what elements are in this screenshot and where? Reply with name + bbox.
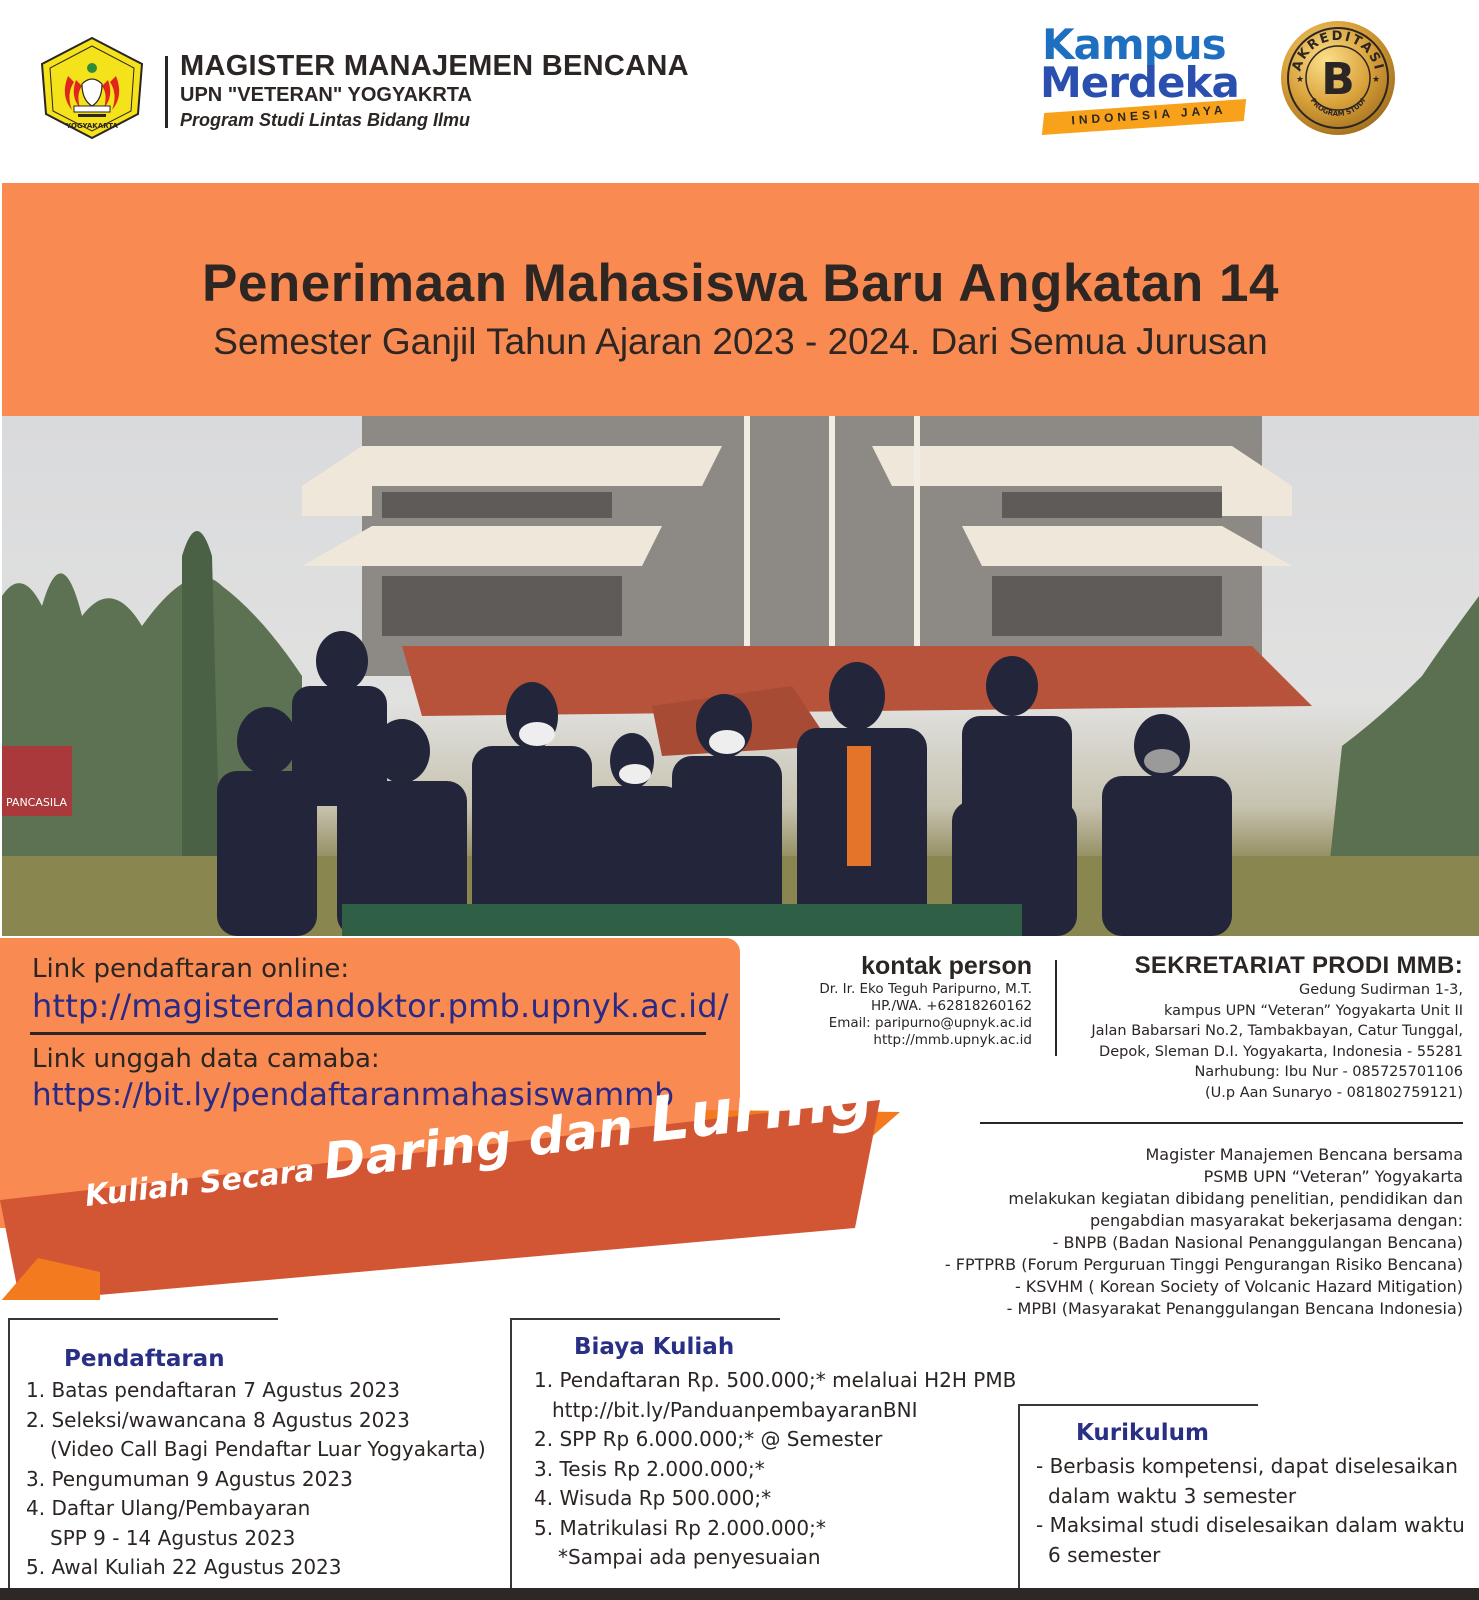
list-item: 1. Batas pendaftaran 7 Agustus 2023 bbox=[26, 1378, 400, 1402]
contact-email[interactable]: Email: paripurno@upnyk.ac.id bbox=[828, 1015, 1032, 1031]
contact-person bbox=[780, 952, 1032, 1049]
kampus-merdeka-line2: Merdeka bbox=[1040, 58, 1239, 107]
kurikulum-list bbox=[1036, 1452, 1465, 1570]
headline-subtitle: Semester Ganjil Tahun Ajaran 2023 - 2024. Dari Semua Jurusan bbox=[213, 321, 1268, 362]
partner-line: pengabdian masyarakat bekerjasama dengan: bbox=[1089, 1211, 1463, 1230]
akreditasi-badge-icon bbox=[1278, 18, 1398, 138]
partner-line: PSMB UPN “Veteran” Yogyakarta bbox=[1203, 1167, 1463, 1186]
list-item: 3. Tesis Rp 2.000.000;* bbox=[534, 1456, 765, 1481]
links-divider bbox=[30, 1032, 706, 1035]
svg-text:PROGRAM STUDI: PROGRAM STUDI bbox=[1308, 96, 1368, 119]
ribbon-text-part2: Daring dan bbox=[320, 1095, 654, 1191]
headline-title: Penerimaan Mahasiswa Baru Angkatan 14 bbox=[202, 254, 1279, 313]
list-item: 1. Pendaftaran Rp. 500.000;* melaluai H2H PMB bbox=[534, 1368, 1017, 1392]
list-item: 3. Pengumuman 9 Agustus 2023 bbox=[26, 1466, 353, 1491]
program-title: MAGISTER MANAJEMEN BENCANA bbox=[180, 50, 689, 82]
svg-text:★: ★ bbox=[1296, 74, 1305, 84]
list-item: 4. Wisuda Rp 500.000;* bbox=[534, 1486, 772, 1510]
partner-item: - FPTPRB (Forum Perguruan Tinggi Pengurangan Risiko Bencana) bbox=[944, 1255, 1463, 1274]
secretariat-divider bbox=[980, 1122, 1463, 1124]
online-registration-label: Link pendaftaran online: bbox=[32, 954, 350, 984]
list-item: 5. Matrikulasi Rp 2.000.000;* bbox=[534, 1515, 826, 1540]
header-divider bbox=[165, 56, 168, 128]
list-item: SPP 9 - 14 Agustus 2023 bbox=[50, 1525, 296, 1550]
contact-divider bbox=[1055, 960, 1057, 1056]
svg-text:PANCASILA: PANCASILA bbox=[6, 796, 68, 809]
kurikulum-title: Kurikulum bbox=[1076, 1420, 1209, 1446]
footer-bar bbox=[0, 1588, 1479, 1600]
svg-text:YOGYAKARTA: YOGYAKARTA bbox=[66, 122, 118, 130]
secretariat-info bbox=[1060, 952, 1463, 1103]
biaya-title: Biaya Kuliah bbox=[574, 1334, 735, 1360]
pendaftaran-list bbox=[26, 1376, 486, 1583]
list-item: - Berbasis kompetensi, dapat diselesaikan bbox=[1036, 1454, 1458, 1478]
list-item: 6 semester bbox=[1048, 1542, 1161, 1567]
biaya-list bbox=[534, 1366, 1016, 1573]
kampus-merdeka-ribbon-text: INDONESIA JAYA bbox=[1071, 102, 1227, 128]
contact-title: kontak person bbox=[861, 952, 1032, 980]
secretariat-line: Depok, Sleman D.I. Yogyakarta, Indonesia - 55281 bbox=[1099, 1043, 1463, 1060]
secretariat-contact: (U.p Aan Sunaryo - 081802759121) bbox=[1205, 1084, 1463, 1101]
pendaftaran-title: Pendaftaran bbox=[64, 1346, 225, 1372]
list-item: 4. Daftar Ulang/Pembayaran bbox=[26, 1496, 311, 1520]
svg-text:B: B bbox=[1321, 54, 1355, 105]
contact-name: Dr. Ir. Eko Teguh Paripurno, M.T. bbox=[819, 981, 1032, 997]
kurikulum-frame bbox=[1018, 1404, 1020, 1590]
svg-text:★: ★ bbox=[1372, 74, 1381, 84]
list-item: (Video Call Bagi Pendaftar Luar Yogyakarta) bbox=[50, 1437, 486, 1461]
partner-info bbox=[880, 1144, 1463, 1320]
upload-data-label: Link unggah data camaba: bbox=[32, 1044, 380, 1074]
ribbon-text-part3: Luring bbox=[645, 1058, 877, 1157]
header bbox=[0, 0, 1479, 180]
group-photo bbox=[2, 416, 1479, 936]
partner-item: - BNPB (Badan Nasional Penanggulangan Bencana) bbox=[1052, 1233, 1463, 1252]
secretariat-line: Gedung Sudirman 1-3, bbox=[1299, 982, 1463, 998]
pendaftaran-frame bbox=[8, 1318, 10, 1590]
list-note: *Sampai ada penyesuaian bbox=[558, 1545, 821, 1569]
campus-photo-illustration bbox=[2, 416, 1479, 936]
ribbon-text-part1: Kuliah Secara bbox=[83, 1151, 327, 1215]
list-item: 5. Awal Kuliah 22 Agustus 2023 bbox=[26, 1555, 342, 1579]
upn-logo-icon bbox=[38, 36, 146, 140]
list-item: dalam waktu 3 semester bbox=[1048, 1483, 1297, 1508]
kampus-merdeka-line1: Kampus bbox=[1042, 20, 1226, 69]
biaya-topline bbox=[510, 1318, 780, 1320]
pendaftaran-topline bbox=[8, 1318, 278, 1320]
list-item: 2. SPP Rp 6.000.000;* @ Semester bbox=[534, 1427, 883, 1451]
partner-line: melakukan kegiatan dibidang penelitian, pendidikan dan bbox=[1008, 1189, 1463, 1208]
partner-item: - MPBI (Masyarakat Penanggulangan Bencana Indonesia) bbox=[1006, 1299, 1463, 1318]
kampus-merdeka-logo bbox=[1040, 22, 1250, 137]
upload-data-link[interactable]: https://bit.ly/pendaftaranmahasiswammb bbox=[32, 1077, 674, 1113]
headline-banner bbox=[2, 183, 1479, 416]
kurikulum-topline bbox=[1018, 1404, 1258, 1406]
payment-guide-link[interactable]: http://bit.ly/PanduanpembayaranBNI bbox=[552, 1397, 918, 1422]
secretariat-line: kampus UPN “Veteran” Yogyakarta Unit II bbox=[1163, 1002, 1463, 1019]
contact-phone: HP./WA. +62818260162 bbox=[870, 998, 1032, 1014]
svg-text:AKREDITASI: AKREDITASI bbox=[1289, 28, 1387, 74]
partner-item: - KSVHM ( Korean Society of Volcanic Hazard Mitigation) bbox=[1014, 1277, 1463, 1296]
program-tagline: Program Studi Lintas Bidang Ilmu bbox=[180, 110, 471, 130]
university-name: UPN "VETERAN" YOGYAKRTA bbox=[180, 84, 472, 106]
list-item: 2. Seleksi/wawancana 8 Agustus 2023 bbox=[26, 1407, 410, 1432]
contact-website[interactable]: http://mmb.upnyk.ac.id bbox=[873, 1032, 1032, 1048]
online-registration-link[interactable]: http://magisterdandoktor.pmb.upnyk.ac.id/ bbox=[32, 987, 729, 1025]
partner-line: Magister Manajemen Bencana bersama bbox=[1145, 1145, 1463, 1164]
secretariat-contact: Narhubung: Ibu Nur - 085725701106 bbox=[1194, 1064, 1463, 1080]
list-item: - Maksimal studi diselesaikan dalam waktu bbox=[1036, 1513, 1465, 1537]
secretariat-title: SEKRETARIAT PRODI MMB: bbox=[1134, 952, 1463, 979]
biaya-frame bbox=[510, 1318, 512, 1590]
secretariat-line: Jalan Babarsari No.2, Tambakbayan, Catur Tunggal, bbox=[1091, 1023, 1463, 1039]
